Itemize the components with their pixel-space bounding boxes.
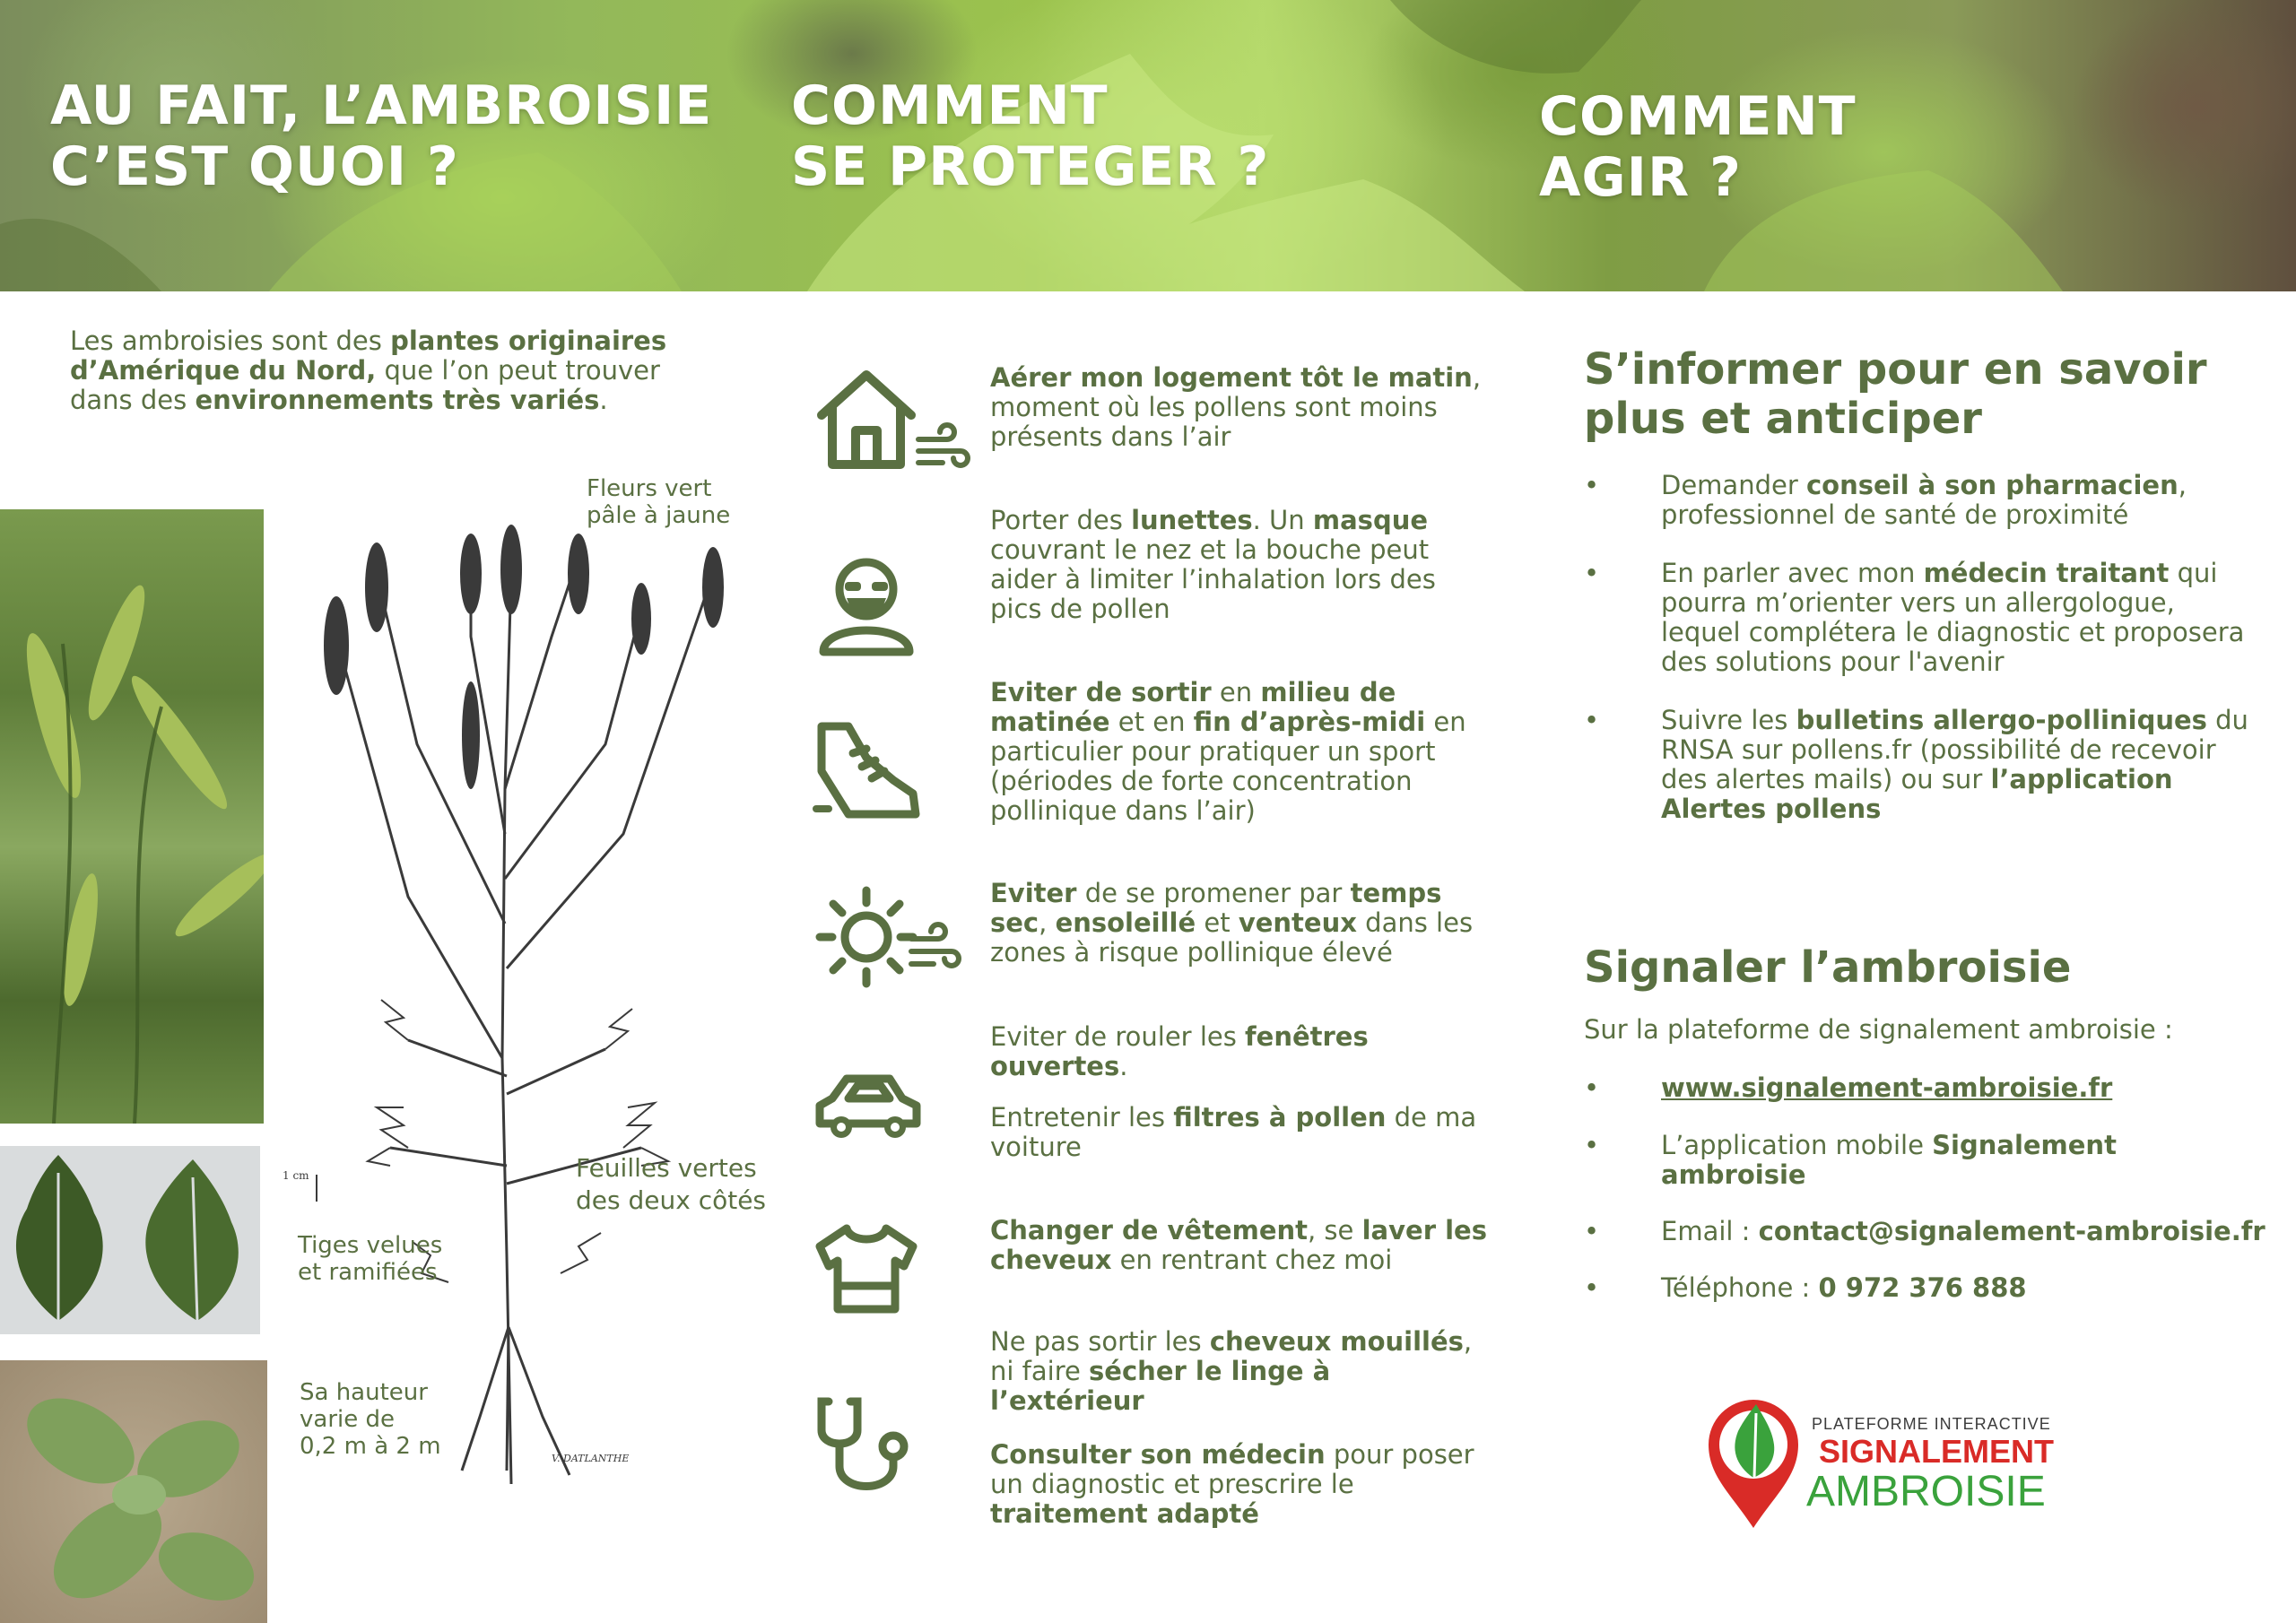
ragweed-plant-drawing xyxy=(283,520,749,1484)
tip-text: Eviter de rouler les xyxy=(990,1021,1246,1052)
bullet-dot: • xyxy=(1584,1130,1600,1160)
tip-bold: Eviter de sortir xyxy=(990,677,1212,707)
tip-bold: lunettes xyxy=(1131,505,1253,535)
bullet-bold: conseil à son pharmacien xyxy=(1805,470,2179,500)
tip-text: . Un xyxy=(1252,505,1313,535)
map-pin-leaf-icon xyxy=(1704,1395,1803,1530)
artist-signature: V. DATLANTHE xyxy=(552,1453,630,1464)
intro-text: que l’on peut trouver dans des xyxy=(70,355,660,415)
tip-weather xyxy=(990,879,1492,968)
tip-wet-hair-laundry xyxy=(990,1327,1492,1416)
label-flowers: Fleurs vert pâle à jaune xyxy=(587,475,731,529)
tip-text: , moment où les pollens sont moins présents dans l’air xyxy=(990,362,1482,452)
tip-text: pour poser un diagnostic et prescrire le xyxy=(990,1439,1474,1499)
intro-bold-origin: plantes originaires d’Amérique du Nord, xyxy=(70,325,667,386)
tip-text: et en xyxy=(1109,707,1194,737)
mask-glasses-icon xyxy=(813,551,920,659)
bullet-bold: bulletins allergo-polliniques xyxy=(1796,705,2207,735)
tip-text: Entretenir les xyxy=(990,1102,1174,1133)
bullet-dot: • xyxy=(1584,1216,1600,1246)
tip-bold: Changer de vêtement xyxy=(990,1215,1308,1245)
section-title-how-to-act: COMMENT AGIR ? xyxy=(1539,85,1857,209)
tshirt-icon xyxy=(813,1221,920,1315)
tip-avoid-outing xyxy=(990,678,1492,826)
sun-wind-icon xyxy=(813,883,974,991)
tip-text: de ma voiture xyxy=(990,1102,1477,1162)
leaf-shapes-image xyxy=(0,1146,260,1334)
bullet-text xyxy=(1661,1131,2253,1190)
ragweed-seedling-photo xyxy=(0,1360,267,1623)
label-leaves: Feuilles vertes des deux côtés xyxy=(576,1153,767,1215)
tip-text: . xyxy=(1119,1051,1128,1081)
tip-bold: fin d’après-midi xyxy=(1193,707,1426,737)
tip-text: en particulier pour pratiquer un sport (périodes de forte concentration pollinique dans l’air) xyxy=(990,707,1466,826)
logo-tagline: PLATEFORME INTERACTIVE xyxy=(1812,1415,2051,1433)
running-shoe-icon xyxy=(813,717,929,825)
tip-text: de se promener par xyxy=(1076,878,1351,908)
stethoscope-icon xyxy=(813,1394,920,1502)
tip-bold: Consulter son médecin xyxy=(990,1439,1326,1470)
label-stems: Tiges velues et ramifiées xyxy=(298,1232,443,1286)
scale-label: 1 cm xyxy=(283,1169,309,1182)
tip-text: Ne pas sortir les xyxy=(990,1326,1210,1357)
report-title: Signaler l’ambroisie xyxy=(1584,942,2072,993)
logo-ambroisie: AMBROISIE xyxy=(1806,1468,2046,1515)
tip-bold: ensoleillé xyxy=(1055,907,1196,938)
tip-text: en rentrant chez moi xyxy=(1111,1245,1393,1275)
bullet-text xyxy=(1661,1273,2253,1303)
header-banner xyxy=(0,0,2296,291)
inform-title: S’informer pour en savoir plus et anticiper xyxy=(1584,344,2207,444)
bullet-dot: • xyxy=(1584,558,1600,588)
bullet-text-part: Demander xyxy=(1661,470,1806,500)
tip-see-doctor xyxy=(990,1440,1492,1529)
contact-phone[interactable]: 0 972 376 888 xyxy=(1818,1272,2027,1303)
tip-change-clothes xyxy=(990,1216,1492,1275)
bullet-text xyxy=(1661,706,2253,824)
tip-bold: milieu de matinée xyxy=(990,677,1396,737)
tip-bold: traitement adapté xyxy=(990,1498,1259,1529)
bullet-text-part: Suivre les xyxy=(1661,705,1796,735)
section-title-what-is-ragweed: AU FAIT, L’AMBROISIE C’EST QUOI ? xyxy=(50,74,713,198)
bullet-text-part: qui pourra m’orienter vers un allergologue, lequel complétera le diagnostic et proposera des solutions pour l'avenir xyxy=(1661,558,2245,677)
signalement-ambroisie-logo xyxy=(1704,1395,2063,1530)
bullet-text-part: , professionnel de santé de proximité xyxy=(1661,470,2187,530)
tip-glasses-mask xyxy=(990,506,1492,624)
tip-text: , ni faire xyxy=(990,1326,1473,1386)
bullet-dot: • xyxy=(1584,1272,1600,1303)
tip-bold: temps sec xyxy=(990,878,1442,938)
label-height: Sa hauteur varie de 0,2 m à 2 m xyxy=(300,1379,441,1460)
logo-signalement: SIGNALEMENT xyxy=(1819,1433,2055,1470)
tip-text: et xyxy=(1196,907,1239,938)
ragweed-flower-image xyxy=(0,509,264,1124)
bullet-text xyxy=(1661,1217,2296,1246)
tip-text: Porter des xyxy=(990,505,1132,535)
seedling-image xyxy=(0,1360,267,1623)
tip-bold: fenêtres ouvertes xyxy=(990,1021,1369,1081)
bullet-text-part: du RNSA sur pollens.fr (possibilité de recevoir des alertes mails) ou sur xyxy=(1661,705,2248,794)
bullet-dot: • xyxy=(1584,705,1600,735)
intro-bold-environments: environnements très variés xyxy=(195,385,600,415)
tip-car-windows xyxy=(990,1022,1492,1081)
bullet-text-part: En parler avec mon xyxy=(1661,558,1924,588)
ragweed-leaf-photo xyxy=(0,1146,260,1334)
house-wind-icon xyxy=(813,366,974,473)
tip-bold: laver les cheveux xyxy=(990,1215,1487,1275)
signalement-website-link[interactable]: www.signalement-ambroisie.fr xyxy=(1661,1072,2113,1103)
bullet-dot: • xyxy=(1584,1072,1600,1103)
tip-text: en xyxy=(1211,677,1261,707)
tip-text: dans les zones à risque pollinique élevé xyxy=(990,907,1474,968)
report-intro: Sur la plateforme de signalement ambroisie : xyxy=(1584,1014,2173,1045)
intro-text: Les ambroisies sont des xyxy=(70,325,391,356)
ragweed-flower-photo xyxy=(0,509,264,1124)
section-title-how-to-protect: COMMENT SE PROTEGER ? xyxy=(791,74,1270,198)
bullet-bold: Signalement ambroisie xyxy=(1661,1130,2117,1190)
tip-bold: filtres à pollen xyxy=(1173,1102,1387,1133)
bullet-text-part: Email : xyxy=(1661,1216,1759,1246)
bullet-text xyxy=(1661,471,2253,530)
bullet-text-part: Téléphone : xyxy=(1661,1272,1819,1303)
tip-text: , se xyxy=(1308,1215,1362,1245)
tip-bold: sécher le linge à l’extérieur xyxy=(990,1356,1331,1416)
tip-pollen-filter xyxy=(990,1103,1492,1162)
bullet-bold: l’application Alertes pollens xyxy=(1661,764,2173,824)
bullet-text-part: L’application mobile xyxy=(1661,1130,1933,1160)
bullet-text xyxy=(1661,559,2253,677)
tip-ventilate xyxy=(990,363,1492,452)
bullet-dot: • xyxy=(1584,470,1600,500)
bullet-bold: médecin traitant xyxy=(1923,558,2170,588)
tip-bold: Eviter xyxy=(990,878,1077,908)
car-icon xyxy=(813,1072,925,1143)
tip-bold: venteux xyxy=(1238,907,1357,938)
intro-paragraph xyxy=(70,326,716,415)
tip-bold: masque xyxy=(1312,505,1429,535)
contact-email[interactable]: contact@signalement-ambroisie.fr xyxy=(1758,1216,2266,1246)
tip-text: couvrant le nez et la bouche peut aider à limiter l’inhalation lors des pics de pollen xyxy=(990,534,1436,624)
tip-bold: Aérer mon logement tôt le matin xyxy=(990,362,1473,393)
tip-bold: cheveux mouillés xyxy=(1209,1326,1464,1357)
tip-text: , xyxy=(1039,907,1056,938)
intro-text: . xyxy=(599,385,608,415)
